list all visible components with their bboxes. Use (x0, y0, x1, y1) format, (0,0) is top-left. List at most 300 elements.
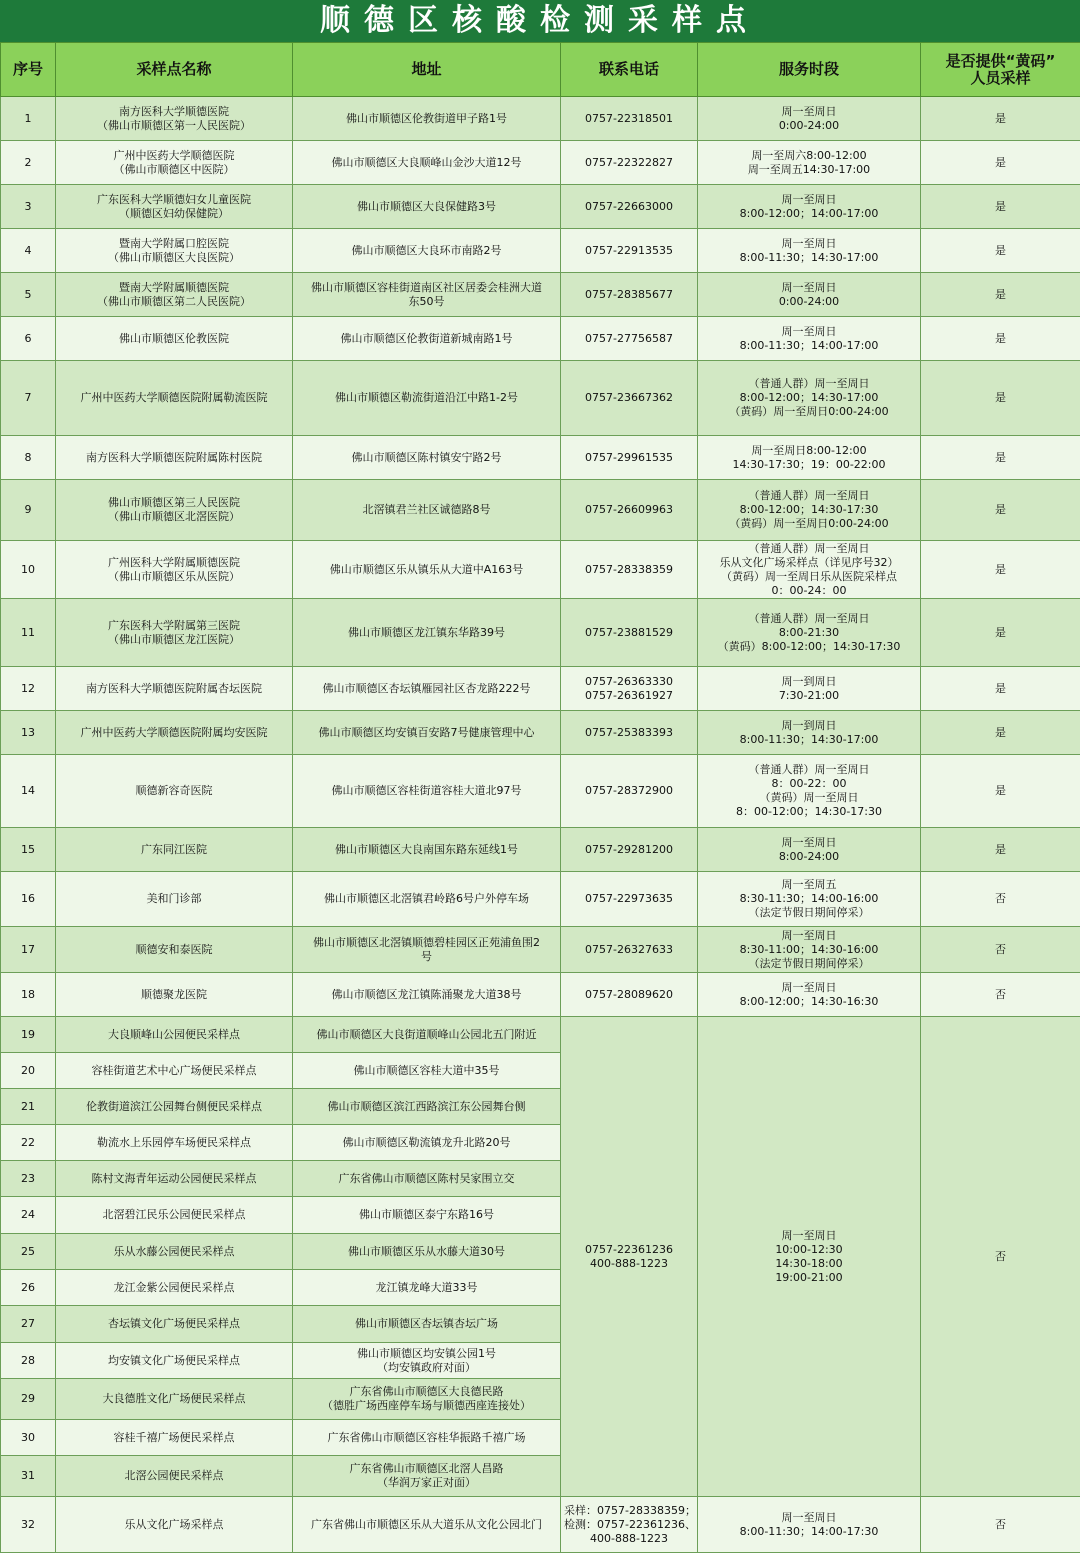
hours-line: 8:00-11:30；14:30-17:00 (739, 732, 879, 746)
address-line: 佛山市顺德区龙江镇东华路39号 (348, 625, 505, 639)
hours-line: 8:00-21:30 (778, 625, 840, 639)
table-row (1, 599, 1080, 667)
phone-line: 0757-22913535 (585, 243, 673, 257)
cell-hours (698, 599, 921, 667)
cell-site-name (56, 828, 293, 872)
hours-line: （普通人群）周一至周日 (748, 541, 870, 555)
site-name-line: （顺德区妇幼保健院） (119, 206, 229, 220)
cell-hours (698, 97, 921, 141)
cell-yellow-code: 是 (921, 317, 1080, 361)
address-line: 佛山市顺德区龙江镇陈涌聚龙大道38号 (331, 987, 522, 1001)
phone-line: 检测：0757-22361236、 (564, 1517, 696, 1531)
hours-line: （普通人群）周一至周日 (748, 611, 870, 625)
cell-address (293, 436, 561, 480)
address-line: 佛山市顺德区杏坛镇雁园社区杏龙路222号 (322, 681, 531, 695)
cell-site-name (56, 1125, 293, 1161)
address-line: 佛山市顺德区乐从镇乐从大道中A163号 (329, 562, 524, 576)
cell-address (293, 828, 561, 872)
cell-hours (698, 711, 921, 755)
cell-site-name (56, 1017, 293, 1053)
table-row (1, 828, 1080, 872)
table-row (1, 1497, 1080, 1553)
cell-phone (561, 97, 698, 141)
cell-site-name (56, 1456, 293, 1497)
address-line: 北滘镇君兰社区诚德路8号 (362, 503, 491, 516)
cell-phone (561, 599, 698, 667)
cell-phone (561, 361, 698, 436)
cell-address (293, 1089, 561, 1125)
site-name-line: 勒流水上乐园停车场便民采样点 (97, 1135, 251, 1149)
table-row (1, 436, 1080, 480)
hours-line: （普通人群）周一至周日 (748, 377, 870, 390)
address-line: （华润万家正对面） (377, 1476, 476, 1489)
address-line: 佛山市顺德区容桂大道中35号 (353, 1063, 500, 1077)
site-name-line: 广州中医药大学顺德医院附属勒流医院 (80, 391, 268, 404)
cell-address (293, 1306, 561, 1343)
cell-no: 12 (1, 667, 56, 711)
site-name-line: 顺德安和泰医院 (135, 942, 213, 956)
cell-no: 17 (1, 927, 56, 973)
cell-site-name (56, 927, 293, 973)
address-line: 佛山市顺德区北滘镇顺德碧桂园区正苑浦鱼围2 (313, 935, 540, 949)
cell-address (293, 927, 561, 973)
header-yellow-code (921, 43, 1080, 97)
phone-line: 0757-26361927 (585, 688, 673, 702)
site-name-line: 伦教街道滨江公园舞台侧便民采样点 (86, 1099, 262, 1113)
cell-phone (561, 541, 698, 599)
cell-no: 3 (1, 185, 56, 229)
cell-yellow-code: 是 (921, 185, 1080, 229)
cell-address (293, 1497, 561, 1553)
table-row (1, 141, 1080, 185)
cell-site-name (56, 1379, 293, 1420)
site-name-line: （佛山市顺德区第一人民医院） (97, 118, 251, 132)
address-line: 广东省佛山市顺德区大良德民路 (349, 1385, 504, 1398)
phone-line: 0757-23881529 (585, 625, 673, 639)
header-yellow-line2: 人员采样 (970, 68, 1031, 87)
site-name-line: 龙江金紫公园便民采样点 (113, 1280, 235, 1294)
site-name-line: 北滘公园便民采样点 (124, 1469, 224, 1482)
site-name-line: 容桂街道艺术中心广场便民采样点 (91, 1063, 257, 1077)
cell-no: 1 (1, 97, 56, 141)
cell-yellow-code: 是 (921, 711, 1080, 755)
hours-line: 8:00-11:30；14:00-17:00 (739, 338, 879, 352)
hours-line: 周一至周日 (781, 1228, 837, 1242)
cell-site-name (56, 1306, 293, 1343)
address-line: 佛山市顺德区伦教街道甲子路1号 (346, 111, 507, 125)
hours-line: 8:00-12:00；14:00-17:00 (739, 206, 879, 220)
site-name-line: 南方医科大学顺德医院附属杏坛医院 (86, 681, 262, 695)
cell-phone (561, 185, 698, 229)
cell-no: 14 (1, 755, 56, 828)
site-name-line: 大良顺峰山公园便民采样点 (108, 1027, 240, 1041)
header-phone: 联系电话 (561, 43, 698, 97)
hours-line: 周一至周日 (781, 104, 837, 118)
site-name-line: 容桂千禧广场便民采样点 (113, 1430, 235, 1444)
cell-phone (561, 872, 698, 927)
hours-line: 0:00-24:00 (778, 294, 840, 308)
address-line: 佛山市顺德区大良街道顺峰山公园北五门附近 (316, 1027, 537, 1041)
address-line: 佛山市顺德区大良环市南路2号 (351, 243, 502, 257)
hours-line: （黄码）周一至周日 (759, 791, 859, 804)
site-name-line: （佛山市顺德区乐从医院） (108, 569, 240, 583)
address-line: （均安镇政府对面） (377, 1360, 476, 1374)
phone-line: 0757-27756587 (585, 331, 673, 345)
cell-no: 25 (1, 1234, 56, 1270)
site-name-line: 美和门诊部 (146, 892, 202, 905)
table-row (1, 872, 1080, 927)
cell-hours (698, 229, 921, 273)
phone-line: 0757-28338359 (585, 562, 673, 576)
cell-phone-merged (561, 1017, 698, 1497)
cell-phone (561, 436, 698, 480)
cell-no: 28 (1, 1343, 56, 1379)
phone-line: 0757-23667362 (585, 391, 673, 404)
site-name-line: 均安镇文化广场便民采样点 (108, 1353, 240, 1367)
cell-site-name (56, 1270, 293, 1306)
hours-line: 周一至周日 (781, 928, 837, 942)
hours-line: 14:30-18:00 (775, 1256, 843, 1270)
cell-site-name (56, 480, 293, 541)
table-row (1, 273, 1080, 317)
address-line: 佛山市顺德区均安镇公园1号 (357, 1346, 496, 1360)
site-name-line: 大良德胜文化广场便民采样点 (102, 1392, 246, 1405)
table-row (1, 480, 1080, 541)
hours-line: 周一至周日 (781, 835, 837, 849)
cell-address (293, 667, 561, 711)
cell-site-name (56, 872, 293, 927)
site-name-line: 北滘碧江民乐公园便民采样点 (102, 1208, 246, 1221)
hours-line: 8：00-22：00 (771, 777, 847, 790)
hours-line: 0：00-24：00 (771, 583, 847, 597)
cell-site-name (56, 1343, 293, 1379)
hours-line: 周一至周日 (781, 280, 837, 294)
table-row (1, 541, 1080, 599)
cell-yellow-code: 是 (921, 273, 1080, 317)
cell-hours (698, 1497, 921, 1553)
cell-hours (698, 436, 921, 480)
table-row (1, 711, 1080, 755)
address-line: 佛山市顺德区陈村镇安宁路2号 (351, 450, 502, 464)
table-row (1, 361, 1080, 436)
cell-site-name (56, 1420, 293, 1456)
address-line: 佛山市顺德区伦教街道新城南路1号 (340, 331, 513, 345)
site-name-line: 广东同江医院 (141, 842, 207, 856)
site-name-line: 佛山市顺德区第三人民医院 (108, 496, 240, 509)
cell-phone (561, 317, 698, 361)
cell-yellow-code: 是 (921, 828, 1080, 872)
cell-no: 23 (1, 1161, 56, 1197)
cell-site-name (56, 541, 293, 599)
site-name-line: 南方医科大学顺德医院 (119, 104, 229, 118)
cell-hours (698, 273, 921, 317)
cell-address (293, 1197, 561, 1234)
cell-no: 8 (1, 436, 56, 480)
cell-address (293, 599, 561, 667)
cell-address (293, 1379, 561, 1420)
hours-line: 8:30-11:30；14:00-16:00 (739, 892, 879, 905)
header-hours: 服务时段 (698, 43, 921, 97)
cell-phone (561, 828, 698, 872)
hours-line: （黄码）周一至周日0:00-24:00 (729, 405, 889, 418)
site-name-line: （佛山市顺德区中医院） (113, 162, 235, 176)
address-line: 佛山市顺德区容桂街道南区社区居委会桂洲大道 (311, 280, 542, 294)
address-line: 佛山市顺德区大良保健路3号 (357, 199, 496, 213)
table-row (1, 973, 1080, 1017)
cell-hours-merged (698, 1017, 921, 1497)
address-line: 东50号 (408, 294, 445, 308)
cell-yellow-code: 是 (921, 141, 1080, 185)
cell-hours (698, 317, 921, 361)
phone-line: 0757-26363330 (585, 674, 673, 688)
hours-line: （黄码）周一至周日乐从医院采样点 (721, 569, 897, 583)
hours-line: 14:30-17:30；19：00-22:00 (732, 457, 886, 471)
table-body (1, 97, 1080, 1553)
cell-yellow-code: 是 (921, 436, 1080, 480)
address-line: 佛山市顺德区滨江西路滨江东公园舞台侧 (327, 1099, 526, 1113)
cell-yellow-code: 是 (921, 599, 1080, 667)
cell-hours (698, 541, 921, 599)
address-line: 佛山市顺德区泰宁东路16号 (359, 1208, 494, 1221)
phone-line: 400-888-1223 (590, 1256, 668, 1270)
cell-no: 11 (1, 599, 56, 667)
cell-site-name (56, 97, 293, 141)
phone-line: 采样：0757-28338359； (564, 1503, 696, 1517)
site-name-line: 陈村文海青年运动公园便民采样点 (91, 1171, 257, 1185)
cell-site-name (56, 1234, 293, 1270)
phone-line: 0757-29281200 (585, 842, 673, 856)
hours-line: 周一至周日 (781, 1510, 837, 1524)
hours-line: 周一至周日 (781, 324, 837, 338)
cell-address (293, 1343, 561, 1379)
phone-line: 0757-22322827 (585, 155, 673, 169)
cell-hours (698, 480, 921, 541)
hours-line: 周一至周日 (781, 980, 837, 994)
address-line: 佛山市顺德区大良顺峰山金沙大道12号 (331, 155, 522, 169)
address-line: 佛山市顺德区均安镇百安路7号健康管理中心 (318, 725, 535, 739)
phone-line: 0757-22361236 (585, 1242, 673, 1256)
phone-line: 0757-22973635 (585, 892, 673, 905)
cell-no: 5 (1, 273, 56, 317)
hours-line: 周一至周五14:30-17:00 (747, 162, 871, 176)
cell-phone (561, 273, 698, 317)
cell-address (293, 1161, 561, 1197)
site-name-line: 广州中医药大学顺德医院附属均安医院 (80, 725, 268, 739)
site-name-line: 乐从水藤公园便民采样点 (113, 1244, 235, 1258)
hours-line: 周一至周日8:00-12:00 (751, 443, 867, 457)
cell-phone (561, 480, 698, 541)
cell-hours (698, 927, 921, 973)
table-row (1, 317, 1080, 361)
cell-yellow-code: 是 (921, 480, 1080, 541)
cell-address (293, 1420, 561, 1456)
address-line: 佛山市顺德区北滘镇君岭路6号户外停车场 (324, 892, 529, 905)
hours-line: 乐从文化广场采样点（详见序号32） (719, 555, 899, 569)
address-line: 佛山市顺德区勒流镇龙升北路20号 (342, 1135, 511, 1149)
hours-line: 8:00-12:00；14:30-17:30 (739, 503, 879, 516)
header-name: 采样点名称 (56, 43, 293, 97)
table-header-row (1, 43, 1080, 97)
address-line: 广东省佛山市顺德区乐从大道乐从文化公园北门 (311, 1517, 542, 1531)
table-row (1, 97, 1080, 141)
cell-no: 20 (1, 1053, 56, 1089)
cell-site-name (56, 1197, 293, 1234)
hours-line: 周一至周五 (781, 878, 837, 891)
cell-hours (698, 872, 921, 927)
cell-no: 22 (1, 1125, 56, 1161)
address-line: 龙江镇龙峰大道33号 (375, 1280, 478, 1294)
cell-site-name (56, 317, 293, 361)
cell-hours (698, 361, 921, 436)
address-line: 佛山市顺德区大良南国东路东延线1号 (335, 842, 518, 856)
hours-line: 周一至周日 (781, 192, 837, 206)
phone-line: 0757-28089620 (585, 987, 673, 1001)
cell-phone (561, 229, 698, 273)
site-name-line: 顺德聚龙医院 (141, 987, 207, 1001)
site-name-line: 佛山市顺德区伦教医院 (119, 331, 229, 345)
cell-address (293, 185, 561, 229)
site-name-line: （佛山市顺德区第二人民医院） (97, 294, 251, 308)
cell-address (293, 141, 561, 185)
cell-yellow-code: 是 (921, 541, 1080, 599)
cell-site-name (56, 1053, 293, 1089)
cell-phone (561, 141, 698, 185)
site-name-line: 南方医科大学顺德医院附属陈村医院 (86, 450, 262, 464)
cell-site-name (56, 711, 293, 755)
site-name-line: （佛山市顺德区龙江医院） (108, 632, 240, 646)
cell-no: 7 (1, 361, 56, 436)
cell-no: 6 (1, 317, 56, 361)
phone-line: 0757-29961535 (585, 450, 673, 464)
hours-line: 8:30-11:00；14:30-16:00 (739, 942, 879, 956)
cell-site-name (56, 599, 293, 667)
sites-table (0, 42, 1080, 1553)
cell-address (293, 872, 561, 927)
site-name-line: 顺德新容奇医院 (135, 784, 213, 797)
cell-site-name (56, 973, 293, 1017)
page-title: 顺德区核酸检测采样点 (0, 0, 1080, 42)
cell-no: 9 (1, 480, 56, 541)
cell-address (293, 1125, 561, 1161)
cell-phone (561, 973, 698, 1017)
hours-line: （黄码）8:00-12:00；14:30-17:30 (717, 639, 901, 653)
cell-address (293, 229, 561, 273)
cell-no: 18 (1, 973, 56, 1017)
phone-line: 0757-22663000 (585, 199, 673, 213)
hours-line: 0:00-24:00 (778, 118, 840, 132)
cell-no: 15 (1, 828, 56, 872)
phone-line: 400-888-1223 (590, 1531, 668, 1545)
hours-line: 周一到周日 (781, 718, 837, 732)
cell-address (293, 317, 561, 361)
cell-phone (561, 755, 698, 828)
site-name-line: 广州中医药大学顺德医院 (113, 148, 235, 162)
cell-hours (698, 828, 921, 872)
cell-yellow-code: 是 (921, 755, 1080, 828)
cell-site-name (56, 229, 293, 273)
cell-address (293, 1456, 561, 1497)
cell-no: 13 (1, 711, 56, 755)
cell-address (293, 361, 561, 436)
cell-address (293, 541, 561, 599)
cell-hours (698, 755, 921, 828)
cell-no: 31 (1, 1456, 56, 1497)
cell-no: 2 (1, 141, 56, 185)
address-line: 号 (421, 949, 432, 963)
hours-line: 周一至周日 (781, 236, 837, 250)
cell-address (293, 1270, 561, 1306)
cell-yellow-code: 否 (921, 872, 1080, 927)
cell-hours (698, 185, 921, 229)
header-no: 序号 (1, 43, 56, 97)
table-row (1, 755, 1080, 828)
hours-line: 10:00-12:30 (775, 1242, 843, 1256)
cell-site-name (56, 185, 293, 229)
address-line: 佛山市顺德区杏坛镇杏坛广场 (355, 1317, 498, 1330)
cell-hours (698, 667, 921, 711)
cell-yellow-code: 否 (921, 973, 1080, 1017)
site-name-line: 乐从文化广场采样点 (124, 1517, 224, 1531)
cell-address (293, 973, 561, 1017)
header-yellow-line1: 是否提供“黄码” (945, 51, 1056, 70)
cell-address (293, 273, 561, 317)
phone-line: 0757-22318501 (585, 111, 673, 125)
hours-line: 周一到周日 (781, 674, 837, 688)
cell-no: 4 (1, 229, 56, 273)
table-row (1, 927, 1080, 973)
cell-hours (698, 141, 921, 185)
cell-site-name (56, 755, 293, 828)
cell-address (293, 1053, 561, 1089)
cell-address (293, 1017, 561, 1053)
cell-yellow-code: 是 (921, 361, 1080, 436)
hours-line: 7:30-21:00 (778, 688, 840, 702)
hours-line: 19:00-21:00 (775, 1270, 843, 1284)
cell-phone (561, 711, 698, 755)
cell-no: 26 (1, 1270, 56, 1306)
hours-line: 8:00-11:30；14:30-17:00 (739, 250, 879, 264)
cell-phone (561, 667, 698, 711)
cell-no: 29 (1, 1379, 56, 1420)
hours-line: （普通人群）周一至周日 (748, 489, 870, 502)
phone-line: 0757-26609963 (585, 503, 673, 516)
hours-line: （黄码）周一至周日0:00-24:00 (729, 517, 889, 530)
address-line: 广东省佛山市顺德区陈村吴家围立交 (338, 1171, 515, 1185)
cell-address (293, 1234, 561, 1270)
hours-line: 8:00-12:00；14:30-17:00 (739, 391, 879, 404)
cell-no: 19 (1, 1017, 56, 1053)
address-line: 佛山市顺德区勒流街道沿江中路1-2号 (335, 391, 518, 404)
cell-no: 32 (1, 1497, 56, 1553)
site-name-line: 暨南大学附属顺德医院 (119, 280, 229, 294)
cell-yellow-code: 是 (921, 97, 1080, 141)
cell-address (293, 755, 561, 828)
site-name-line: （佛山市顺德区大良医院） (108, 250, 240, 264)
cell-yellow-code: 是 (921, 229, 1080, 273)
address-line: （德胜广场西座停车场与顺德西座连接处） (322, 1399, 531, 1412)
cell-site-name (56, 273, 293, 317)
cell-site-name (56, 1089, 293, 1125)
hours-line: 8：00-12:00；14:30-17:30 (735, 805, 883, 818)
hours-line: 周一至周六8:00-12:00 (751, 148, 867, 162)
site-name-line: 广州医科大学附属顺德医院 (108, 555, 240, 569)
site-name-line: 杏坛镇文化广场便民采样点 (108, 1317, 240, 1330)
cell-site-name (56, 1497, 293, 1553)
site-name-line: （佛山市顺德区北滘医院） (108, 510, 240, 523)
cell-no: 16 (1, 872, 56, 927)
cell-no: 10 (1, 541, 56, 599)
phone-line: 0757-25383393 (585, 725, 673, 739)
